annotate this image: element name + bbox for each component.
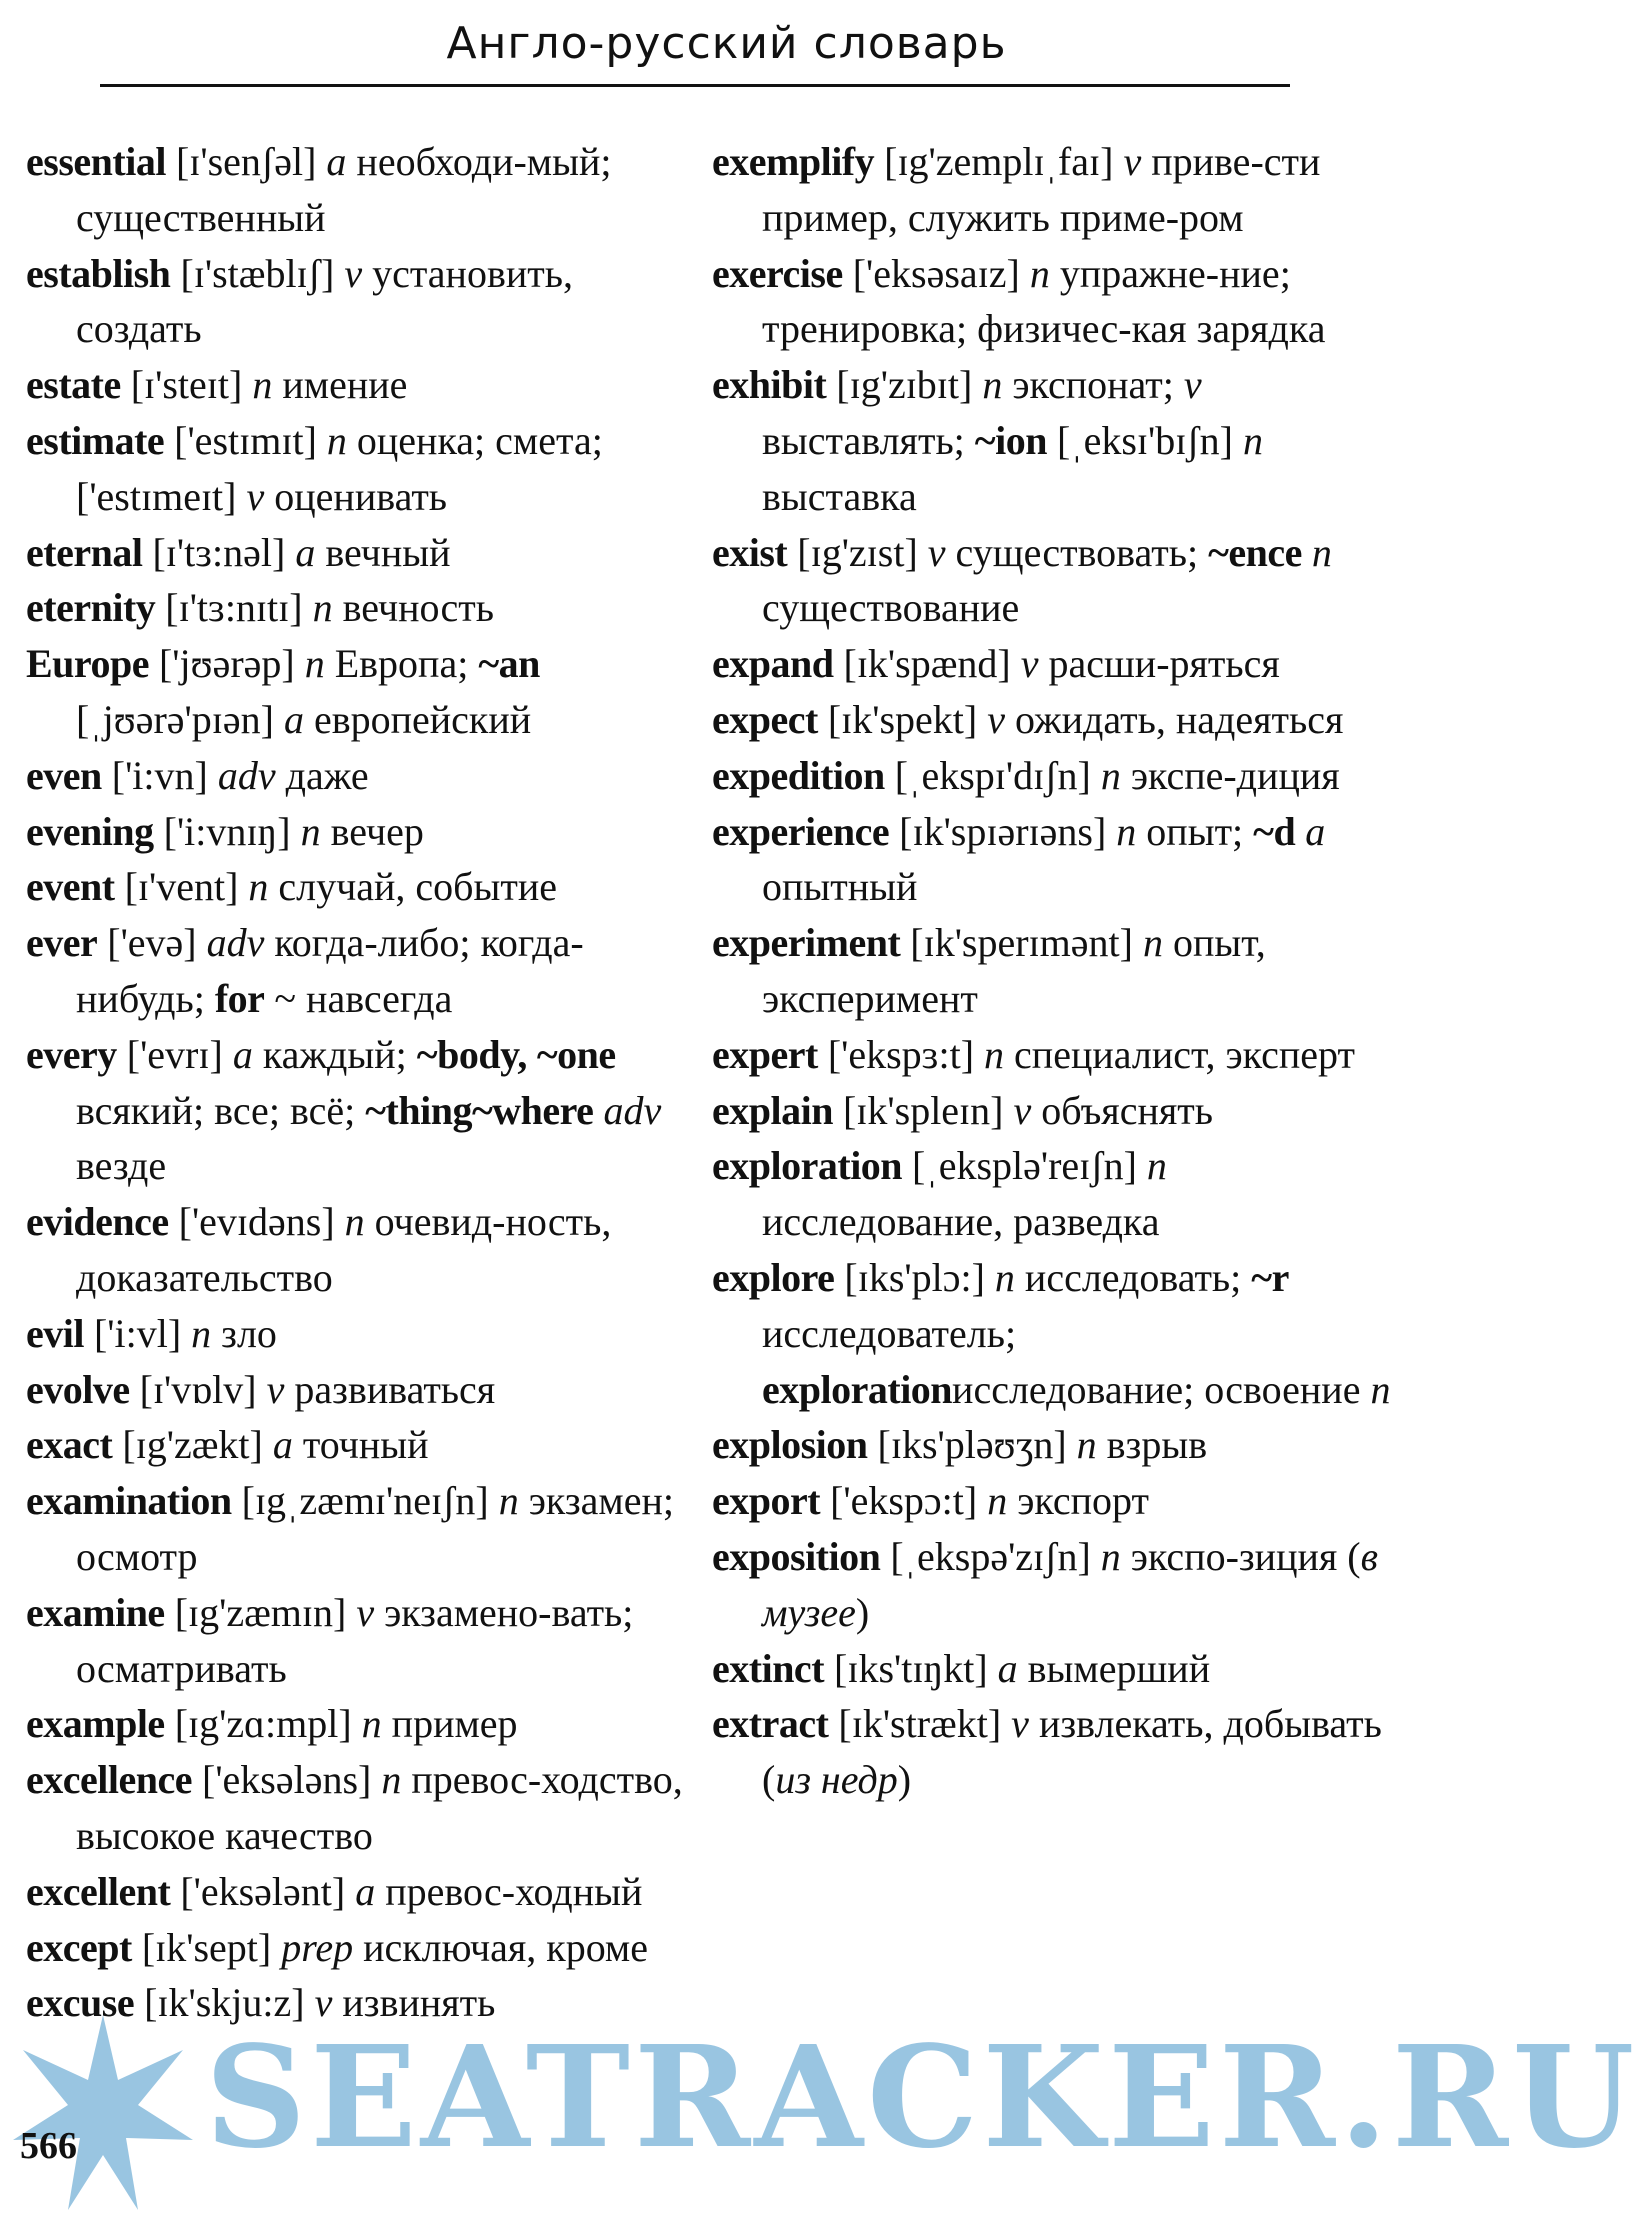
definition: случай, событие <box>278 864 558 910</box>
dictionary-entry <box>26 413 706 525</box>
definition: оценка; смета; ['estɪmeɪt] <box>76 417 603 519</box>
part-of-speech: n <box>1311 529 1332 575</box>
transcription: [ɪks'tɪŋkt] <box>834 1645 988 1691</box>
part-of-speech: n <box>304 641 325 687</box>
transcription: ['i:vn] <box>111 752 208 798</box>
headword: essential <box>26 139 166 184</box>
headword: example <box>26 1701 165 1747</box>
definition: расши-ряться <box>1048 641 1280 687</box>
headword: exploration <box>712 1143 903 1189</box>
derived-word: ~ion <box>974 417 1047 463</box>
headword: Europe <box>26 641 149 687</box>
definition: имение <box>282 362 408 408</box>
transcription: [ɪgˌzæmɪ'neɪʃn] <box>241 1478 489 1524</box>
part-of-speech: n <box>1076 1422 1097 1468</box>
definition: экспонат; <box>1012 362 1184 408</box>
dictionary-entry <box>26 580 706 636</box>
transcription: [ɪ'steɪt] <box>130 362 243 408</box>
dictionary-entry <box>26 1585 706 1697</box>
dictionary-entry <box>26 1306 706 1362</box>
definition <box>527 1032 537 1077</box>
headword: explore <box>712 1254 835 1300</box>
transcription: ['ekspɔ:t] <box>830 1478 978 1524</box>
definition: каждый; <box>262 1031 417 1077</box>
part-of-speech: v <box>266 1366 285 1412</box>
part-of-speech: v <box>246 473 265 519</box>
part-of-speech: n <box>1142 920 1163 966</box>
derived-word: ~body, <box>416 1031 527 1077</box>
dictionary-entry <box>26 357 706 413</box>
transcription: [ɪk'spænd] <box>843 641 1011 687</box>
headword: exercise <box>712 250 843 296</box>
headword: even <box>26 752 102 798</box>
transcription: [ɪ'senʃəl] <box>175 139 317 184</box>
definition: взрыв <box>1106 1422 1208 1468</box>
headword: export <box>712 1478 821 1524</box>
headword: examine <box>26 1589 165 1635</box>
definition: исследование; освоение <box>952 1366 1361 1412</box>
definition: опыт; <box>1146 808 1254 854</box>
transcription: ['ekspɜ:t] <box>827 1031 975 1077</box>
watermark-text: SEATRACKER.RU <box>205 2016 1638 2180</box>
headword: every <box>26 1031 117 1077</box>
transcription: ['eksələns] <box>202 1757 372 1803</box>
headword: exhibit <box>712 362 827 408</box>
definition: объяснять <box>1041 1087 1213 1133</box>
part-of-speech: n <box>191 1310 212 1356</box>
definition: Европа; <box>334 641 479 687</box>
headword: evolve <box>26 1366 130 1412</box>
derived-word: ~an <box>478 641 540 687</box>
part-of-speech: n <box>1100 1533 1121 1579</box>
derived-word: for <box>214 975 265 1021</box>
dictionary-entry <box>712 804 1412 916</box>
headword: event <box>26 864 115 910</box>
part-of-speech: n <box>1146 1143 1167 1189</box>
transcription: [ɪk'sperɪmənt] <box>910 920 1133 966</box>
headword: extract <box>712 1701 829 1747</box>
definition: выставка <box>762 473 917 519</box>
part-of-speech: v <box>1020 641 1039 687</box>
definition: исследователь; <box>762 1310 1017 1356</box>
dictionary-entry <box>712 134 1412 246</box>
part-of-speech: prep <box>281 1924 354 1970</box>
definition: установить, создать <box>76 250 573 352</box>
dictionary-entry <box>26 525 706 581</box>
definition: превос-ходный <box>385 1868 643 1914</box>
part-of-speech: a <box>1305 808 1326 854</box>
transcription: [ɪ'vɒlv] <box>139 1366 257 1412</box>
headword: extinct <box>712 1645 825 1691</box>
dictionary-entry <box>712 357 1412 524</box>
part-of-speech: n <box>1100 752 1121 798</box>
dictionary-entry <box>712 1027 1412 1083</box>
definition: европейский <box>313 696 532 742</box>
transcription: [ɪg'zɪbɪt] <box>836 362 973 408</box>
part-of-speech: a <box>272 1422 293 1468</box>
definition: ) <box>855 1589 870 1635</box>
definition: пример <box>391 1701 518 1747</box>
dictionary-entry <box>26 915 706 1027</box>
dictionary-entry <box>712 1473 1412 1529</box>
transcription: [ɪg'zæmɪn] <box>174 1589 347 1635</box>
headword: expand <box>712 641 834 687</box>
definition: необходи-мый; существенный <box>76 139 612 240</box>
derived-word: ~d <box>1253 808 1296 854</box>
dictionary-entry <box>712 1529 1412 1641</box>
part-of-speech: adv <box>206 920 265 966</box>
part-of-speech: n <box>994 1254 1015 1300</box>
definition: даже <box>285 752 369 798</box>
definition: везде <box>76 1143 167 1189</box>
definition: исследование, разведка <box>762 1199 1160 1245</box>
definition: превос-ходство, высокое качество <box>76 1757 683 1858</box>
part-of-speech: a <box>355 1868 376 1914</box>
transcription: [ɪg'zækt] <box>122 1422 263 1468</box>
note: из недр <box>775 1757 898 1803</box>
dictionary-entry <box>712 748 1412 804</box>
definition: развиваться <box>294 1366 496 1412</box>
part-of-speech: a <box>997 1645 1018 1691</box>
dictionary-entry <box>26 1027 706 1194</box>
dictionary-entry <box>712 1641 1412 1697</box>
definition: исследовать; <box>1024 1254 1252 1300</box>
derived-word: ~ence <box>1208 529 1302 575</box>
dictionary-entry <box>26 804 706 860</box>
headword: exposition <box>712 1533 881 1579</box>
definition: экзамен; осмотр <box>76 1478 674 1579</box>
part-of-speech: n <box>1029 250 1050 296</box>
dictionary-entry <box>712 636 1412 692</box>
transcription: [ɪk'spekt] <box>827 696 978 742</box>
definition: очевид-ность, доказательство <box>76 1199 612 1300</box>
part-of-speech: n <box>987 1478 1008 1524</box>
definition: когда-либо; когда-нибудь; <box>76 920 584 1021</box>
definition: упражне-ние; тренировка; физичес-кая зарядка <box>762 250 1326 352</box>
transcription: [ɪ'stæblɪʃ] <box>180 250 335 296</box>
definition: зло <box>221 1310 277 1356</box>
part-of-speech: a <box>232 1031 253 1077</box>
transcription: [ˌekspə'zɪʃn] <box>890 1533 1091 1579</box>
transcription: [ɪ'tɜ:nɪtɪ] <box>165 585 303 631</box>
headword: except <box>26 1924 132 1970</box>
dictionary-entry <box>712 1083 1412 1139</box>
right-column <box>712 134 1412 1808</box>
headword: examination <box>26 1478 232 1524</box>
derived-word: ~thing <box>365 1087 472 1133</box>
dictionary-entry <box>26 134 706 246</box>
dictionary-entry <box>26 246 706 358</box>
headword: explosion <box>712 1422 868 1468</box>
part-of-speech: n <box>1116 808 1137 854</box>
part-of-speech: v <box>987 696 1005 742</box>
transcription: [ɪk'skju:z] <box>144 1980 305 2026</box>
transcription: ['eksələnt] <box>180 1868 346 1914</box>
part-of-speech: n <box>984 1031 1005 1077</box>
part-of-speech: n <box>248 864 269 910</box>
headword: excellent <box>26 1868 171 1914</box>
dictionary-entry <box>712 1696 1412 1808</box>
headword: excuse <box>26 1980 135 2026</box>
left-column <box>26 134 706 2031</box>
dictionary-entry <box>26 1864 706 1920</box>
dictionary-entry <box>26 1696 706 1752</box>
definition: вечность <box>342 585 494 631</box>
part-of-speech: v <box>1183 362 1202 408</box>
headword: eternal <box>26 529 143 575</box>
headword: experience <box>712 808 890 854</box>
transcription: [ɪ'vent] <box>124 864 239 910</box>
part-of-speech: n <box>982 362 1003 408</box>
definition: всё; <box>289 1087 366 1133</box>
definition: экспо-зиция ( <box>1130 1533 1361 1579</box>
watermark-star-icon <box>8 2010 198 2220</box>
transcription: [ˌekspɪ'dɪʃn] <box>894 752 1091 798</box>
transcription: ['evə] <box>107 920 197 966</box>
definition: выставлять; <box>762 417 975 463</box>
transcription: [ɪk'spɪərɪəns] <box>899 808 1107 854</box>
transcription: [ɪks'plɔ:] <box>844 1254 985 1300</box>
transcription: ['jʊərəp] <box>158 641 295 687</box>
definition: всякий; все; <box>76 1087 290 1133</box>
dictionary-entry <box>26 1752 706 1864</box>
headword: expedition <box>712 752 885 798</box>
dictionary-entry <box>712 246 1412 358</box>
transcription: ['evrɪ] <box>126 1031 223 1077</box>
definition: вечер <box>330 808 424 854</box>
transcription: [ɪg'zɑ:mpl] <box>174 1701 352 1747</box>
headword: excellence <box>26 1757 192 1803</box>
part-of-speech: n <box>312 585 333 631</box>
definition: существовать; <box>955 529 1209 575</box>
part-of-speech: n <box>344 1199 365 1245</box>
part-of-speech: n <box>361 1701 382 1747</box>
transcription: [ɪks'pləʊʒn] <box>877 1422 1067 1468</box>
part-of-speech: a <box>295 529 316 575</box>
page-number: 566 <box>20 2125 77 2167</box>
headword: estimate <box>26 417 165 463</box>
part-of-speech: v <box>1123 139 1142 184</box>
definition: опытный <box>762 864 918 910</box>
part-of-speech: a <box>283 696 304 742</box>
derived-word: ~r <box>1251 1254 1289 1300</box>
part-of-speech: adv <box>217 752 276 798</box>
transcription: ['evɪdəns] <box>178 1199 335 1245</box>
dictionary-entry <box>712 915 1412 1027</box>
dictionary-entry <box>26 1194 706 1306</box>
part-of-speech: n <box>300 808 321 854</box>
transcription: [ɪg'zɪst] <box>797 529 918 575</box>
dictionary-entry <box>26 1473 706 1585</box>
part-of-speech: v <box>356 1589 375 1635</box>
part-of-speech: n <box>1370 1366 1391 1412</box>
dictionary-entry <box>712 1417 1412 1473</box>
dictionary-entry <box>26 1417 706 1473</box>
definition: [ˌeksɪ'bɪʃn] <box>1046 417 1244 463</box>
transcription: [ɪk'strækt] <box>838 1701 1002 1747</box>
part-of-speech: n <box>381 1757 402 1803</box>
part-of-speech: adv <box>603 1087 662 1133</box>
dictionary-entry <box>712 1250 1412 1417</box>
part-of-speech: n <box>252 362 273 408</box>
definition: исключая, кроме <box>363 1924 648 1970</box>
dictionary-entry <box>26 1920 706 1976</box>
dictionary-entry <box>26 859 706 915</box>
definition: специалист, эксперт <box>1014 1031 1355 1077</box>
note: в музее <box>762 1533 1378 1635</box>
part-of-speech: n <box>1243 417 1264 463</box>
part-of-speech: n <box>498 1478 519 1524</box>
definition: ~ навсегда <box>264 975 453 1021</box>
definition: извинять <box>342 1980 496 2026</box>
definition: экспорт <box>1017 1478 1149 1524</box>
definition: ожидать, надеяться <box>1015 696 1344 742</box>
headword: exemplify <box>712 139 875 184</box>
definition: вымерший <box>1027 1645 1211 1691</box>
definition: экзамено-вать; осматривать <box>76 1589 634 1691</box>
headword: explain <box>712 1087 833 1133</box>
headword: expect <box>712 696 818 742</box>
transcription: ['i:vnɪŋ] <box>163 808 291 854</box>
headword: eternity <box>26 585 156 631</box>
header-rule <box>100 84 1290 87</box>
transcription: [ɪ'tɜ:nəl] <box>152 529 286 575</box>
part-of-speech: v <box>1013 1087 1032 1133</box>
transcription: [ˌeksplə'reɪʃn] <box>912 1143 1137 1189</box>
dictionary-entry <box>26 636 706 748</box>
part-of-speech: v <box>927 529 946 575</box>
transcription: ['estɪmɪt] <box>174 417 317 463</box>
part-of-speech: a <box>326 139 347 184</box>
part-of-speech: v <box>344 250 363 296</box>
definition: экспе-диция <box>1130 752 1340 798</box>
definition: существование <box>762 585 1020 631</box>
headword: experiment <box>712 920 901 966</box>
headword: estate <box>26 362 121 408</box>
dictionary-entry <box>712 525 1412 637</box>
dictionary-entry <box>26 748 706 804</box>
part-of-speech: n <box>326 417 347 463</box>
transcription: [ɪk'sept] <box>141 1924 272 1970</box>
headword: evening <box>26 808 154 854</box>
transcription: ['eksəsaɪz] <box>852 250 1020 296</box>
definition: [ˌjʊərə'pɪən] <box>76 696 284 742</box>
headword: evil <box>26 1310 84 1356</box>
headword: ever <box>26 920 98 966</box>
part-of-speech: v <box>314 1980 333 2026</box>
dictionary-entry <box>26 1362 706 1418</box>
definition: точный <box>302 1422 429 1468</box>
dictionary-entry <box>712 692 1412 748</box>
headword: expert <box>712 1031 818 1077</box>
headword: evidence <box>26 1199 169 1245</box>
definition: вечный <box>325 529 451 575</box>
definition: извлекать, добывать ( <box>762 1701 1382 1803</box>
derived-word: ~where <box>471 1087 594 1133</box>
part-of-speech: v <box>1011 1701 1029 1747</box>
page-header: Англо-русский словарь <box>446 18 1007 69</box>
headword: exact <box>26 1422 113 1468</box>
definition: приве-сти пример, служить приме-ром <box>762 139 1321 240</box>
dictionary-entry <box>712 1138 1412 1250</box>
definition: оценивать <box>274 473 448 519</box>
transcription: [ɪg'zemplɪˌfaɪ] <box>884 139 1114 184</box>
definition: ) <box>897 1757 912 1803</box>
definition: опыт, эксперимент <box>762 920 1266 1021</box>
transcription: ['i:vl] <box>93 1310 182 1356</box>
derived-word: exploration <box>762 1366 953 1412</box>
headword: exist <box>712 529 788 575</box>
derived-word: ~one <box>536 1031 616 1077</box>
headword: establish <box>26 250 171 296</box>
transcription: [ɪk'spleɪn] <box>842 1087 1004 1133</box>
